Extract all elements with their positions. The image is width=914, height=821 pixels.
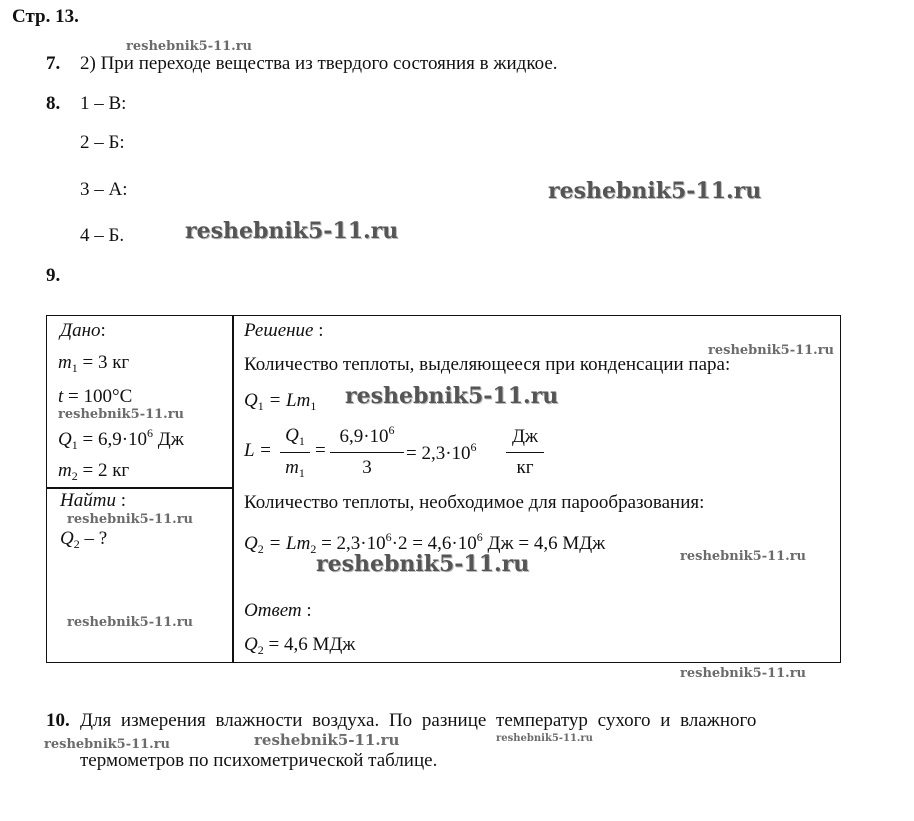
question-number: 7. bbox=[46, 53, 61, 74]
given-m1: $m_1 = 3$ кг bbox=[58, 352, 130, 375]
watermark: reshebnik5-11.ru bbox=[67, 512, 194, 527]
formula-l-lhs: L = bbox=[244, 440, 272, 461]
answer-text: Для измерения влажности воздуха. По разнице температур сухого и влажного bbox=[80, 710, 757, 731]
given-q1: $Q_1 = 6,9\cdot 10^6$ Дж bbox=[58, 426, 184, 452]
match-item: 3 – А: bbox=[80, 179, 128, 200]
answer-title: Ответ : bbox=[244, 600, 312, 621]
watermark: reshebnik5-11.ru bbox=[316, 551, 530, 577]
answer-text: 2) При переходе вещества из твердого состояния в жидкое. bbox=[80, 53, 558, 74]
question-number: 8. bbox=[46, 93, 61, 114]
find-q2: $Q_2$ – ? bbox=[60, 528, 108, 551]
unit-numerator: Дж bbox=[511, 426, 539, 447]
watermark: reshebnik5-11.ru bbox=[680, 666, 807, 681]
find-title: Найти : bbox=[60, 490, 126, 511]
given-m2: $m_2 = 2$ кг bbox=[58, 460, 130, 483]
watermark: reshebnik5-11.ru bbox=[680, 549, 807, 564]
fraction-bar bbox=[280, 452, 310, 453]
watermark: reshebnik5-11.ru bbox=[548, 178, 762, 204]
watermark: reshebnik5-11.ru bbox=[345, 383, 559, 409]
match-item: 4 – Б. bbox=[80, 225, 125, 246]
formula-l-result: = $2,3\cdot 10^6$ bbox=[406, 440, 477, 464]
watermark: reshebnik5-11.ru bbox=[58, 407, 185, 422]
match-item: 2 – Б: bbox=[80, 132, 125, 153]
find-cell bbox=[46, 487, 234, 663]
watermark: reshebnik5-11.ru bbox=[496, 733, 593, 744]
watermark: reshebnik5-11.ru bbox=[44, 737, 171, 752]
watermark: reshebnik5-11.ru bbox=[67, 615, 194, 630]
given-title: Дано: bbox=[60, 320, 106, 341]
watermark: reshebnik5-11.ru bbox=[185, 218, 399, 244]
equals-sign: = bbox=[315, 440, 326, 461]
formula-q2: $Q_2 = Lm_2 = 2,3\cdot 10^6\cdot 2 = 4,6\cdot 10^6$ Дж = 4,6 МДж bbox=[244, 530, 606, 556]
watermark: reshebnik5-11.ru bbox=[708, 343, 835, 358]
fraction-numerator: $6,9\cdot 10^6$ bbox=[339, 423, 395, 447]
page-label: Стр. 13. bbox=[12, 6, 79, 27]
solution-text-1: Количество теплоты, выделяющееся при конденсации пара: bbox=[244, 354, 731, 375]
unit-denominator: кг bbox=[516, 457, 534, 478]
fraction-denominator: 3 bbox=[362, 457, 372, 478]
answer-value: $Q_2 = 4,6$ МДж bbox=[244, 634, 356, 657]
fraction-bar bbox=[330, 452, 404, 453]
solution-title: Решение : bbox=[244, 320, 324, 341]
question-number: 9. bbox=[46, 265, 61, 286]
watermark: reshebnik5-11.ru bbox=[254, 731, 400, 749]
answer-text: термометров по психометрической таблице. bbox=[80, 750, 438, 771]
fraction-denominator: $m_1$ bbox=[285, 457, 305, 480]
solution-text-2: Количество теплоты, необходимое для парообразования: bbox=[244, 492, 705, 513]
watermark: reshebnik5-11.ru bbox=[126, 39, 253, 54]
fraction-bar bbox=[506, 452, 544, 453]
question-number: 10. bbox=[46, 710, 70, 731]
fraction-numerator: $Q_1$ bbox=[285, 425, 305, 448]
match-item: 1 – В: bbox=[80, 93, 127, 114]
given-t: t = 100°C bbox=[58, 386, 133, 407]
formula-q1: $Q_1 = Lm_1$ bbox=[244, 390, 317, 413]
